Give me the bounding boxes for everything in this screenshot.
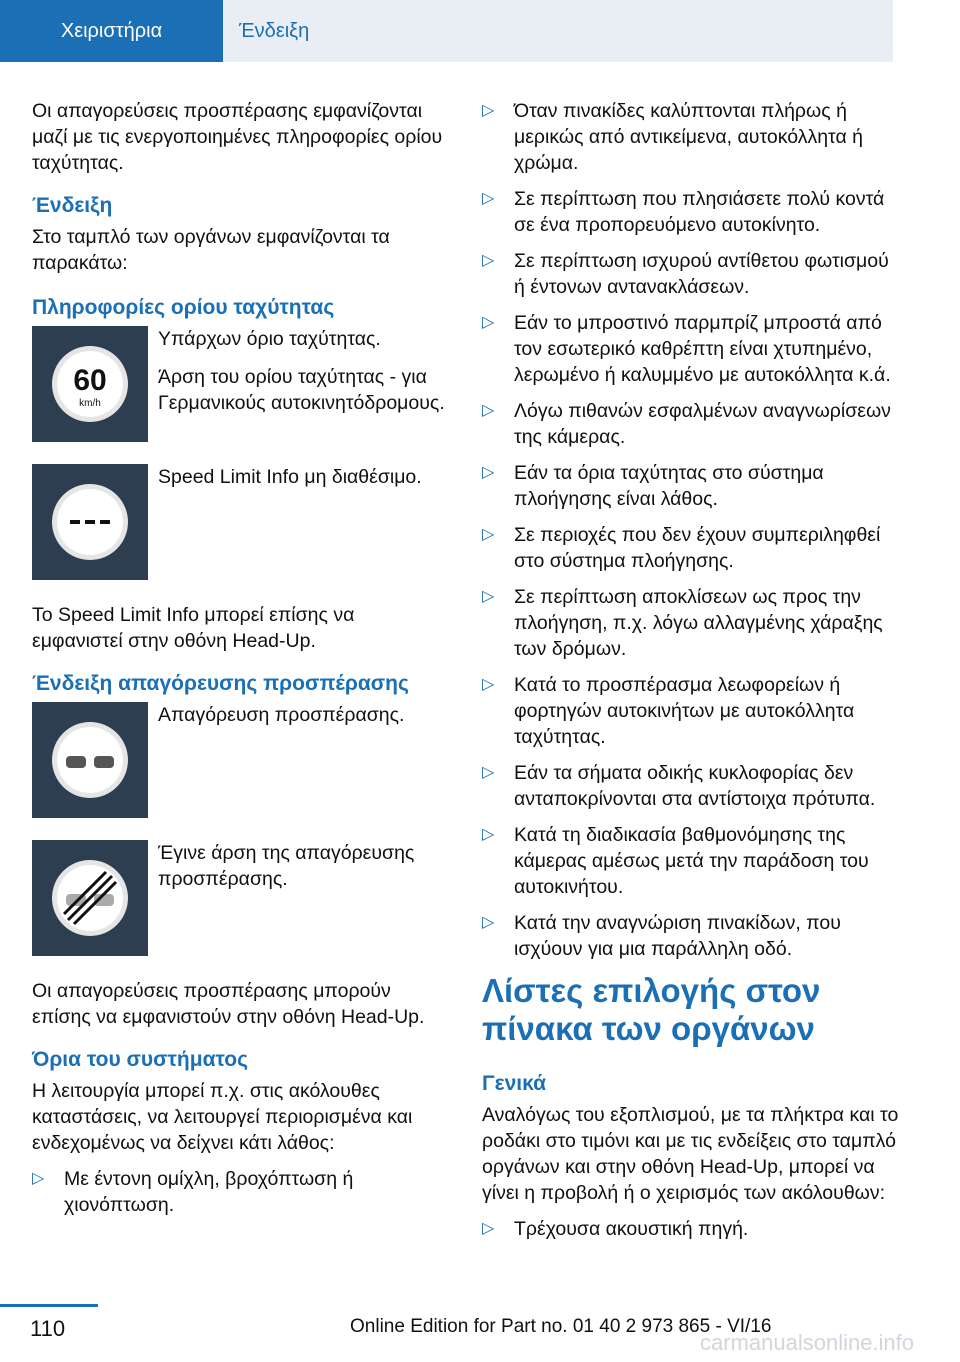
end-no-overtaking-icon bbox=[32, 840, 148, 956]
tab-display[interactable]: Ένδειξη bbox=[223, 0, 893, 62]
triangle-bullet-icon: ▷ bbox=[482, 826, 495, 843]
triangle-bullet-icon: ▷ bbox=[482, 588, 495, 605]
list-item: ▷ Εάν τα όρια ταχύτητας στο σύστημα πλοήγησης είναι λάθος. bbox=[482, 462, 824, 510]
page-number: 110 bbox=[30, 1316, 66, 1341]
limits-text: Η λειτουργία μπορεί π.χ. στις ακόλουθες καταστάσεις, να λειτουργεί περιορισμένα και ενδεχομένως να δείχνει κάτι λάθος: bbox=[32, 1080, 413, 1154]
sign-row-no-overtaking bbox=[32, 702, 448, 818]
sign3-text: Απαγόρευση προσπέρασης. bbox=[158, 704, 405, 726]
list-item: ▷ Τρέχουσα ακουστική πηγή. bbox=[482, 1218, 749, 1240]
triangle-bullet-icon: ▷ bbox=[482, 190, 495, 207]
list-item: ▷ Εάν τα σήματα οδικής κυκλοφορίας δεν ανταποκρίνονται στα αντίστοιχα πρότυπα. bbox=[482, 762, 876, 810]
display-text: Στο ταμπλό των οργάνων εμφανίζονται τα παρακάτω: bbox=[32, 226, 390, 274]
svg-text:60: 60 bbox=[73, 364, 107, 397]
list-item: ▷ Με έντονη ομίχλη, βροχόπτωση ή χιονόπτωση. bbox=[32, 1168, 354, 1216]
general-text: Αναλόγως του εξοπλισμού, με τα πλήκτρα και το ροδάκι στο τιμόνι και με τις ενδείξεις στο ταμπλό οργάνων και στην οθόνη Head-Up, μπορεί να γίνει η προβολή ή ο χειρισμός των ακόλουθων: bbox=[482, 1104, 899, 1204]
svg-text:km/h: km/h bbox=[79, 398, 101, 409]
sign2-line1: Speed Limit Info μη διαθέσιμο. bbox=[158, 466, 422, 488]
limits-list-continued bbox=[482, 98, 902, 962]
triangle-bullet-icon: ▷ bbox=[482, 102, 495, 119]
limits-heading: Όρια του συστήματος bbox=[32, 1048, 249, 1071]
no-overtaking-icon bbox=[32, 702, 148, 818]
no-speed-info-icon bbox=[32, 464, 148, 580]
triangle-bullet-icon: ▷ bbox=[482, 402, 495, 419]
speed-limit-60-icon bbox=[32, 326, 148, 442]
overtake-hud-text: Οι απαγορεύσεις προσπέρασης μπορούν επίσης να εμφανιστούν στην οθόνη Head-Up. bbox=[32, 980, 425, 1028]
overtake-heading: Ένδειξη απαγόρευσης προσπέρασης bbox=[32, 672, 409, 695]
triangle-bullet-icon: ▷ bbox=[482, 1220, 495, 1237]
list-item: ▷ Σε περίπτωση ισχυρού αντίθετου φωτισμού ή έντονων αντανακλάσεων. bbox=[482, 250, 889, 298]
triangle-bullet-icon: ▷ bbox=[482, 464, 495, 481]
triangle-bullet-icon: ▷ bbox=[482, 526, 495, 543]
sign-row-speed-limit bbox=[32, 326, 448, 442]
triangle-bullet-icon: ▷ bbox=[482, 252, 495, 269]
intro-text: Οι απαγορεύσεις προσπέρασης εμφανίζονται μαζί με τις ενεργοποιημένες πληροφορίες ορίου ταχύτητας. bbox=[32, 100, 443, 174]
list-item: ▷ Εάν το μπροστινό παρμπρίζ μπροστά από τον εσωτερικό καθρέπτη είναι χτυπημένο, λερωμένο ή καλυμμένο με αυτοκόλλητα κ.ά. bbox=[482, 312, 891, 386]
footer-divider bbox=[0, 1304, 98, 1307]
edition-text: Online Edition for Part no. 01 40 2 973 865 - VI/16 bbox=[350, 1316, 772, 1337]
list-item: ▷ Κατά την αναγνώριση πινακίδων, που ισχύουν για μια παράλληλη οδό. bbox=[482, 912, 841, 960]
sign1-line1: Υπάρχων όριο ταχύτητας. bbox=[158, 328, 381, 350]
triangle-bullet-icon: ▷ bbox=[482, 676, 495, 693]
list-item: ▷ Όταν πινακίδες καλύπτονται πλήρως ή μερικώς από αντικείμενα, αυτοκόλλητα ή χρώμα. bbox=[482, 100, 864, 174]
right-column bbox=[482, 98, 902, 1252]
tab-controls[interactable]: Χειριστήρια bbox=[0, 0, 223, 62]
sign-row-end-no-overtaking bbox=[32, 840, 448, 956]
triangle-bullet-icon: ▷ bbox=[482, 914, 495, 931]
list-item: ▷ Σε περίπτωση αποκλίσεων ως προς την πλοήγηση, π.χ. λόγω αλλαγμένης χάραξης των δρόμων. bbox=[482, 586, 883, 660]
watermark: carmanualsonline.info bbox=[700, 1330, 915, 1355]
list-item: ▷ Κατά το προσπέρασμα λεωφορείων ή φορτηγών αυτοκινήτων με αυτοκόλλητα ταχύτητας. bbox=[482, 674, 855, 748]
display-section bbox=[32, 192, 448, 276]
list-item: ▷ Σε περίπτωση που πλησιάσετε πολύ κοντά σε ένα προπορευόμενο αυτοκίνητο. bbox=[482, 188, 885, 236]
list-item: ▷ Κατά τη διαδικασία βαθμονόμησης της κάμερας αμέσως μετά την παράδοση του αυτοκινήτου. bbox=[482, 824, 869, 898]
triangle-bullet-icon: ▷ bbox=[32, 1170, 45, 1187]
list-item: ▷ Λόγω πιθανών εσφαλμένων αναγνωρίσεων της κάμερας. bbox=[482, 400, 891, 448]
sign1-line2: Άρση του ορίου ταχύτητας - για Γερμανικούς αυτοκινητόδρομους. bbox=[158, 366, 445, 414]
left-column bbox=[32, 98, 448, 1228]
triangle-bullet-icon: ▷ bbox=[482, 314, 495, 331]
speed-heading: Πληροφορίες ορίου ταχύτητας bbox=[32, 296, 335, 319]
header-bar bbox=[0, 0, 960, 62]
display-heading: Ένδειξη bbox=[32, 194, 113, 217]
triangle-bullet-icon: ▷ bbox=[482, 764, 495, 781]
limits-list bbox=[32, 1166, 448, 1218]
general-list bbox=[482, 1216, 902, 1242]
hud-text: Το Speed Limit Info μπορεί επίσης να εμφανιστεί στην οθόνη Head-Up. bbox=[32, 604, 355, 652]
general-heading: Γενικά bbox=[482, 1072, 547, 1095]
sign-row-unavailable bbox=[32, 464, 448, 580]
big-heading: Λίστες επιλογής στον πίνακα των οργάνων bbox=[482, 972, 821, 1047]
list-item: ▷ Σε περιοχές που δεν έχουν συμπεριληφθεί στο σύστημα πλοήγησης. bbox=[482, 524, 881, 572]
sign4-text: Έγινε άρση της απαγόρευσης προσπέρασης. bbox=[158, 842, 415, 890]
